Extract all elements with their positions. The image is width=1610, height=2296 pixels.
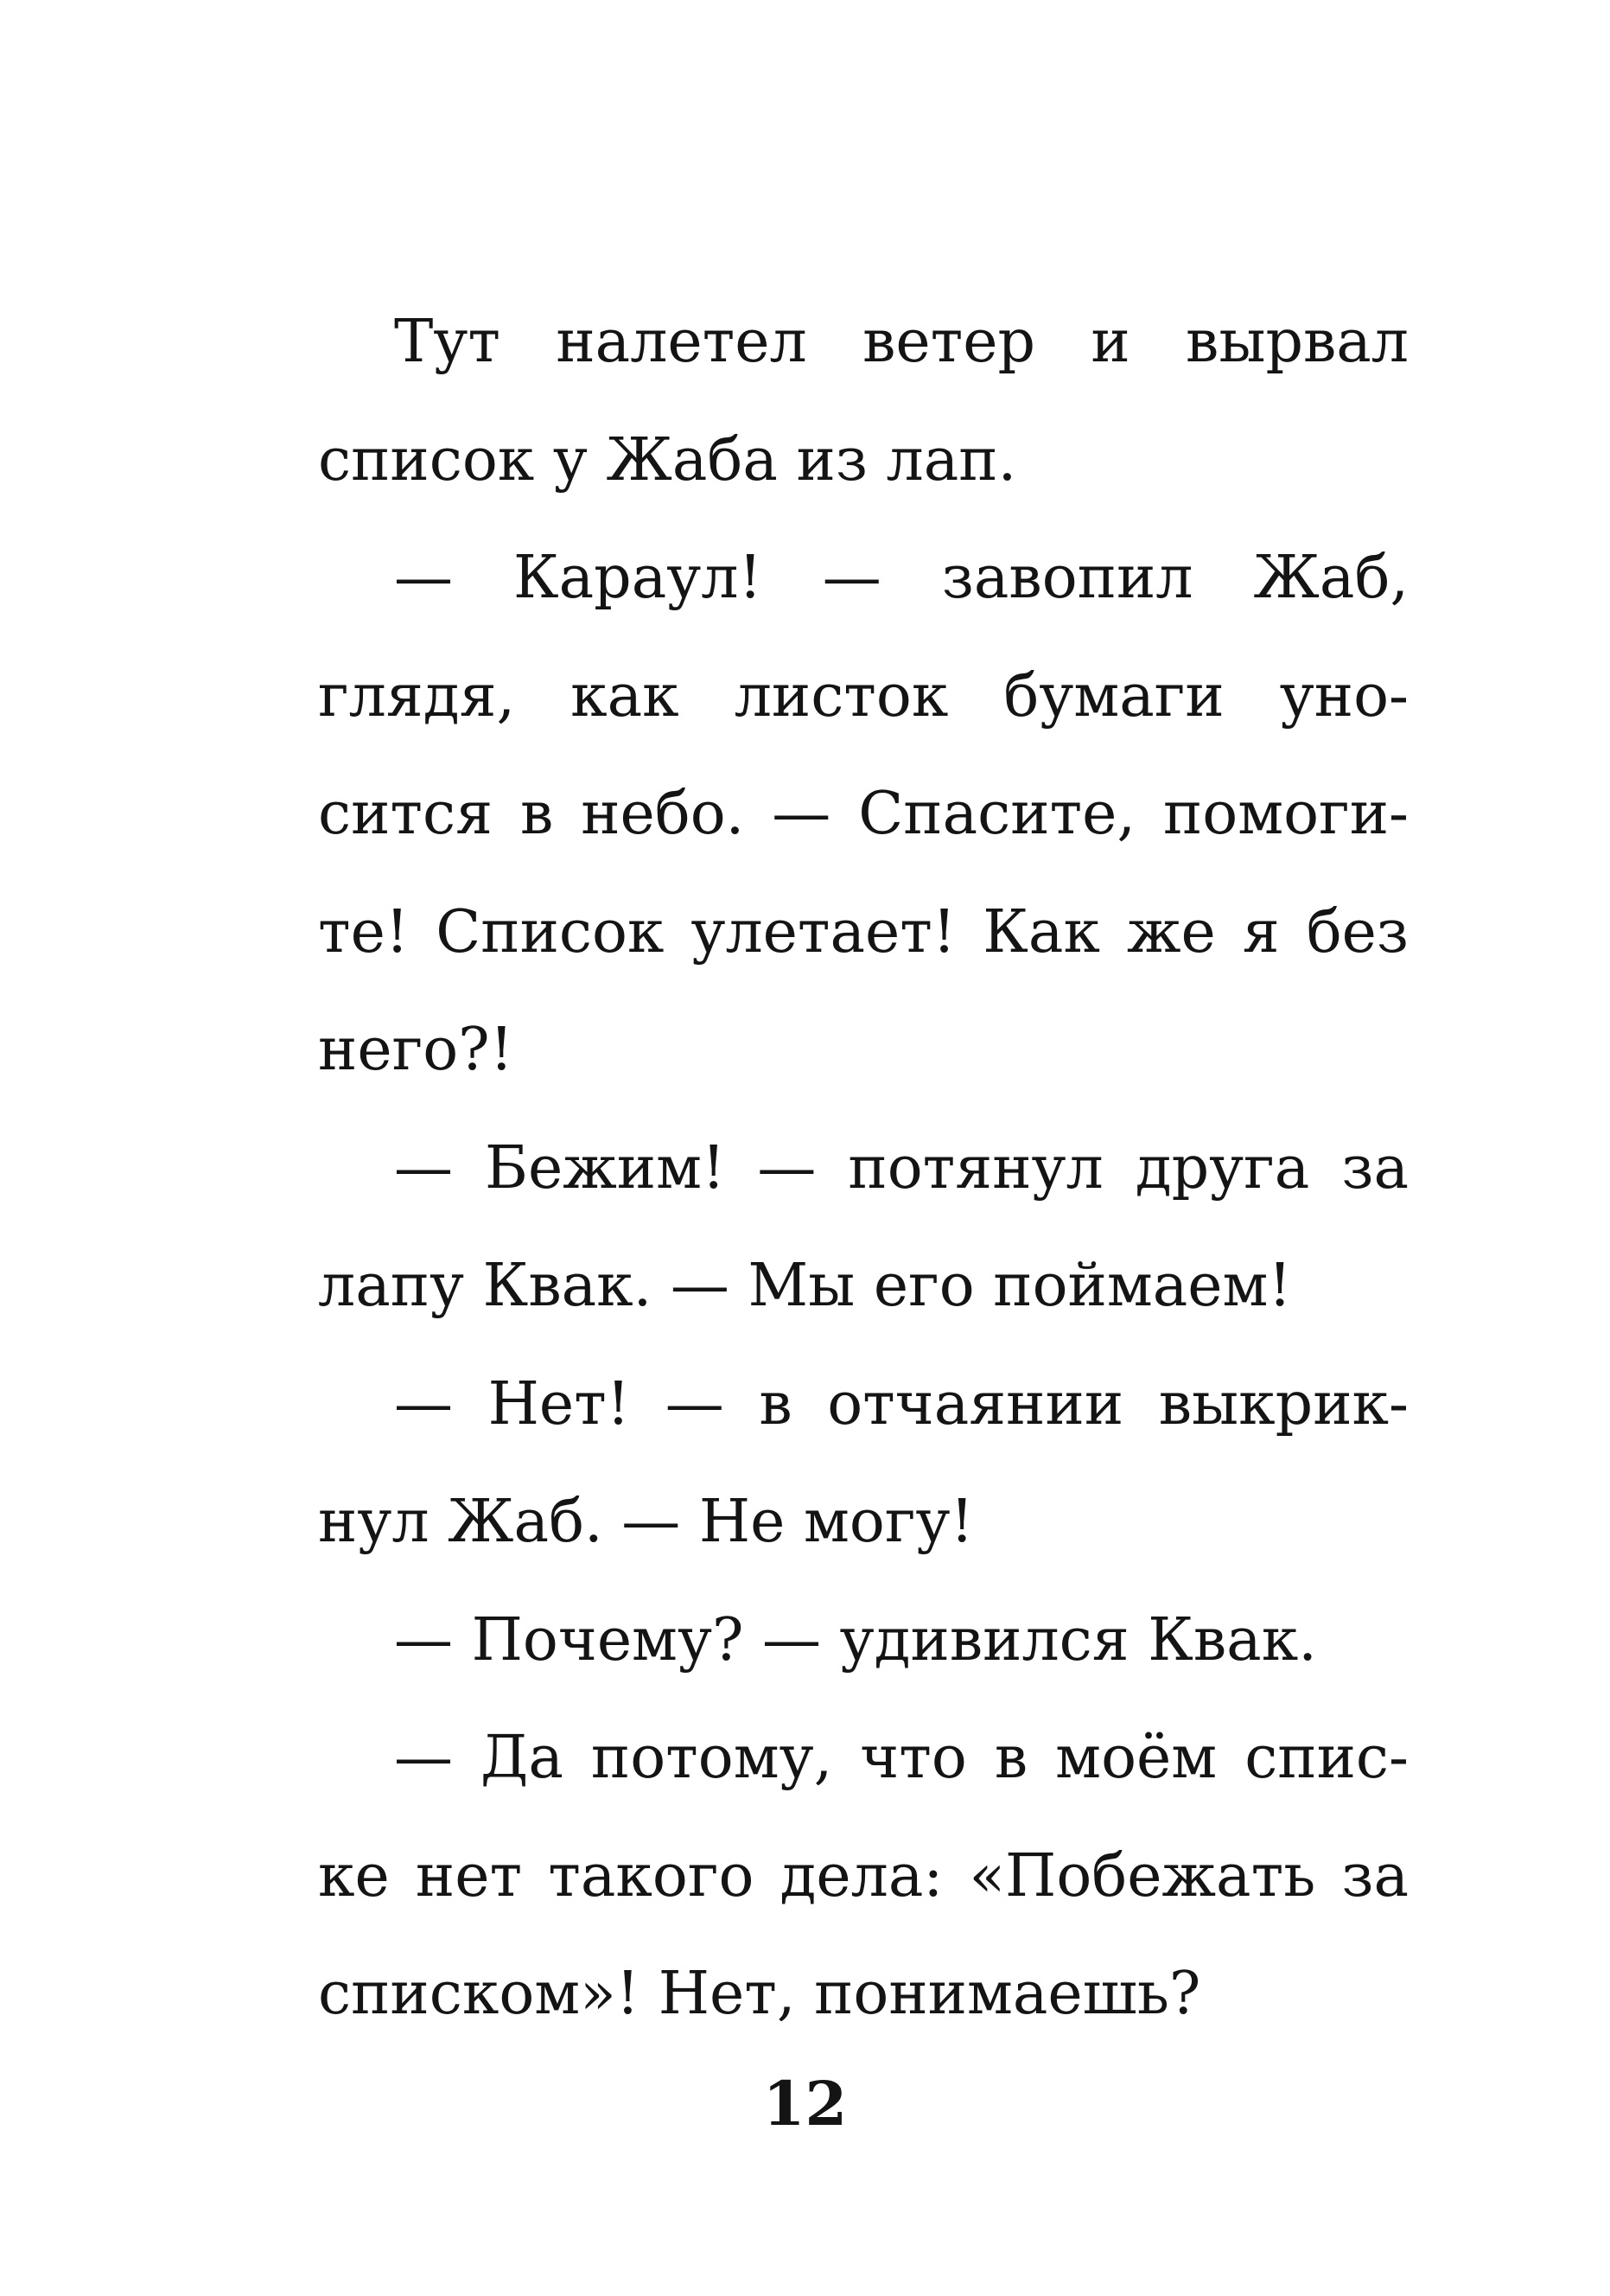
story-text [318,284,1409,2054]
text-line: сится в небо. — Спасите, помоги- [318,780,1409,848]
text-line: — Почему? — удивился Квак. [394,1605,1317,1674]
text-line: ке нет такого дела: «Побежать за [318,1841,1409,1910]
text-line: него?! [318,1016,513,1084]
text-line: — Бежим! — потянул друга за [394,1133,1409,1202]
text-line: списком»! Нет, понимаешь? [318,1960,1201,2028]
text-line: Тут налетел ветер и вырвал [394,308,1409,376]
text-line: — Караул! — завопил Жаб, [394,544,1409,612]
text-line: лапу Квак. — Мы его поймаем! [318,1252,1292,1320]
text-line: те! Список улетает! Как же я без [318,897,1409,966]
page-number: 12 [762,2068,848,2140]
text-line: — Нет! — в отчаянии выкрик- [394,1369,1409,1438]
text-line: список у Жаба из лап. [318,425,1017,494]
text-line: — Да потому, что в моём спис- [394,1724,1409,1792]
text-line: глядя, как листок бумаги уно- [318,661,1409,730]
text-line: нул Жаб. — Не могу! [318,1488,974,1556]
